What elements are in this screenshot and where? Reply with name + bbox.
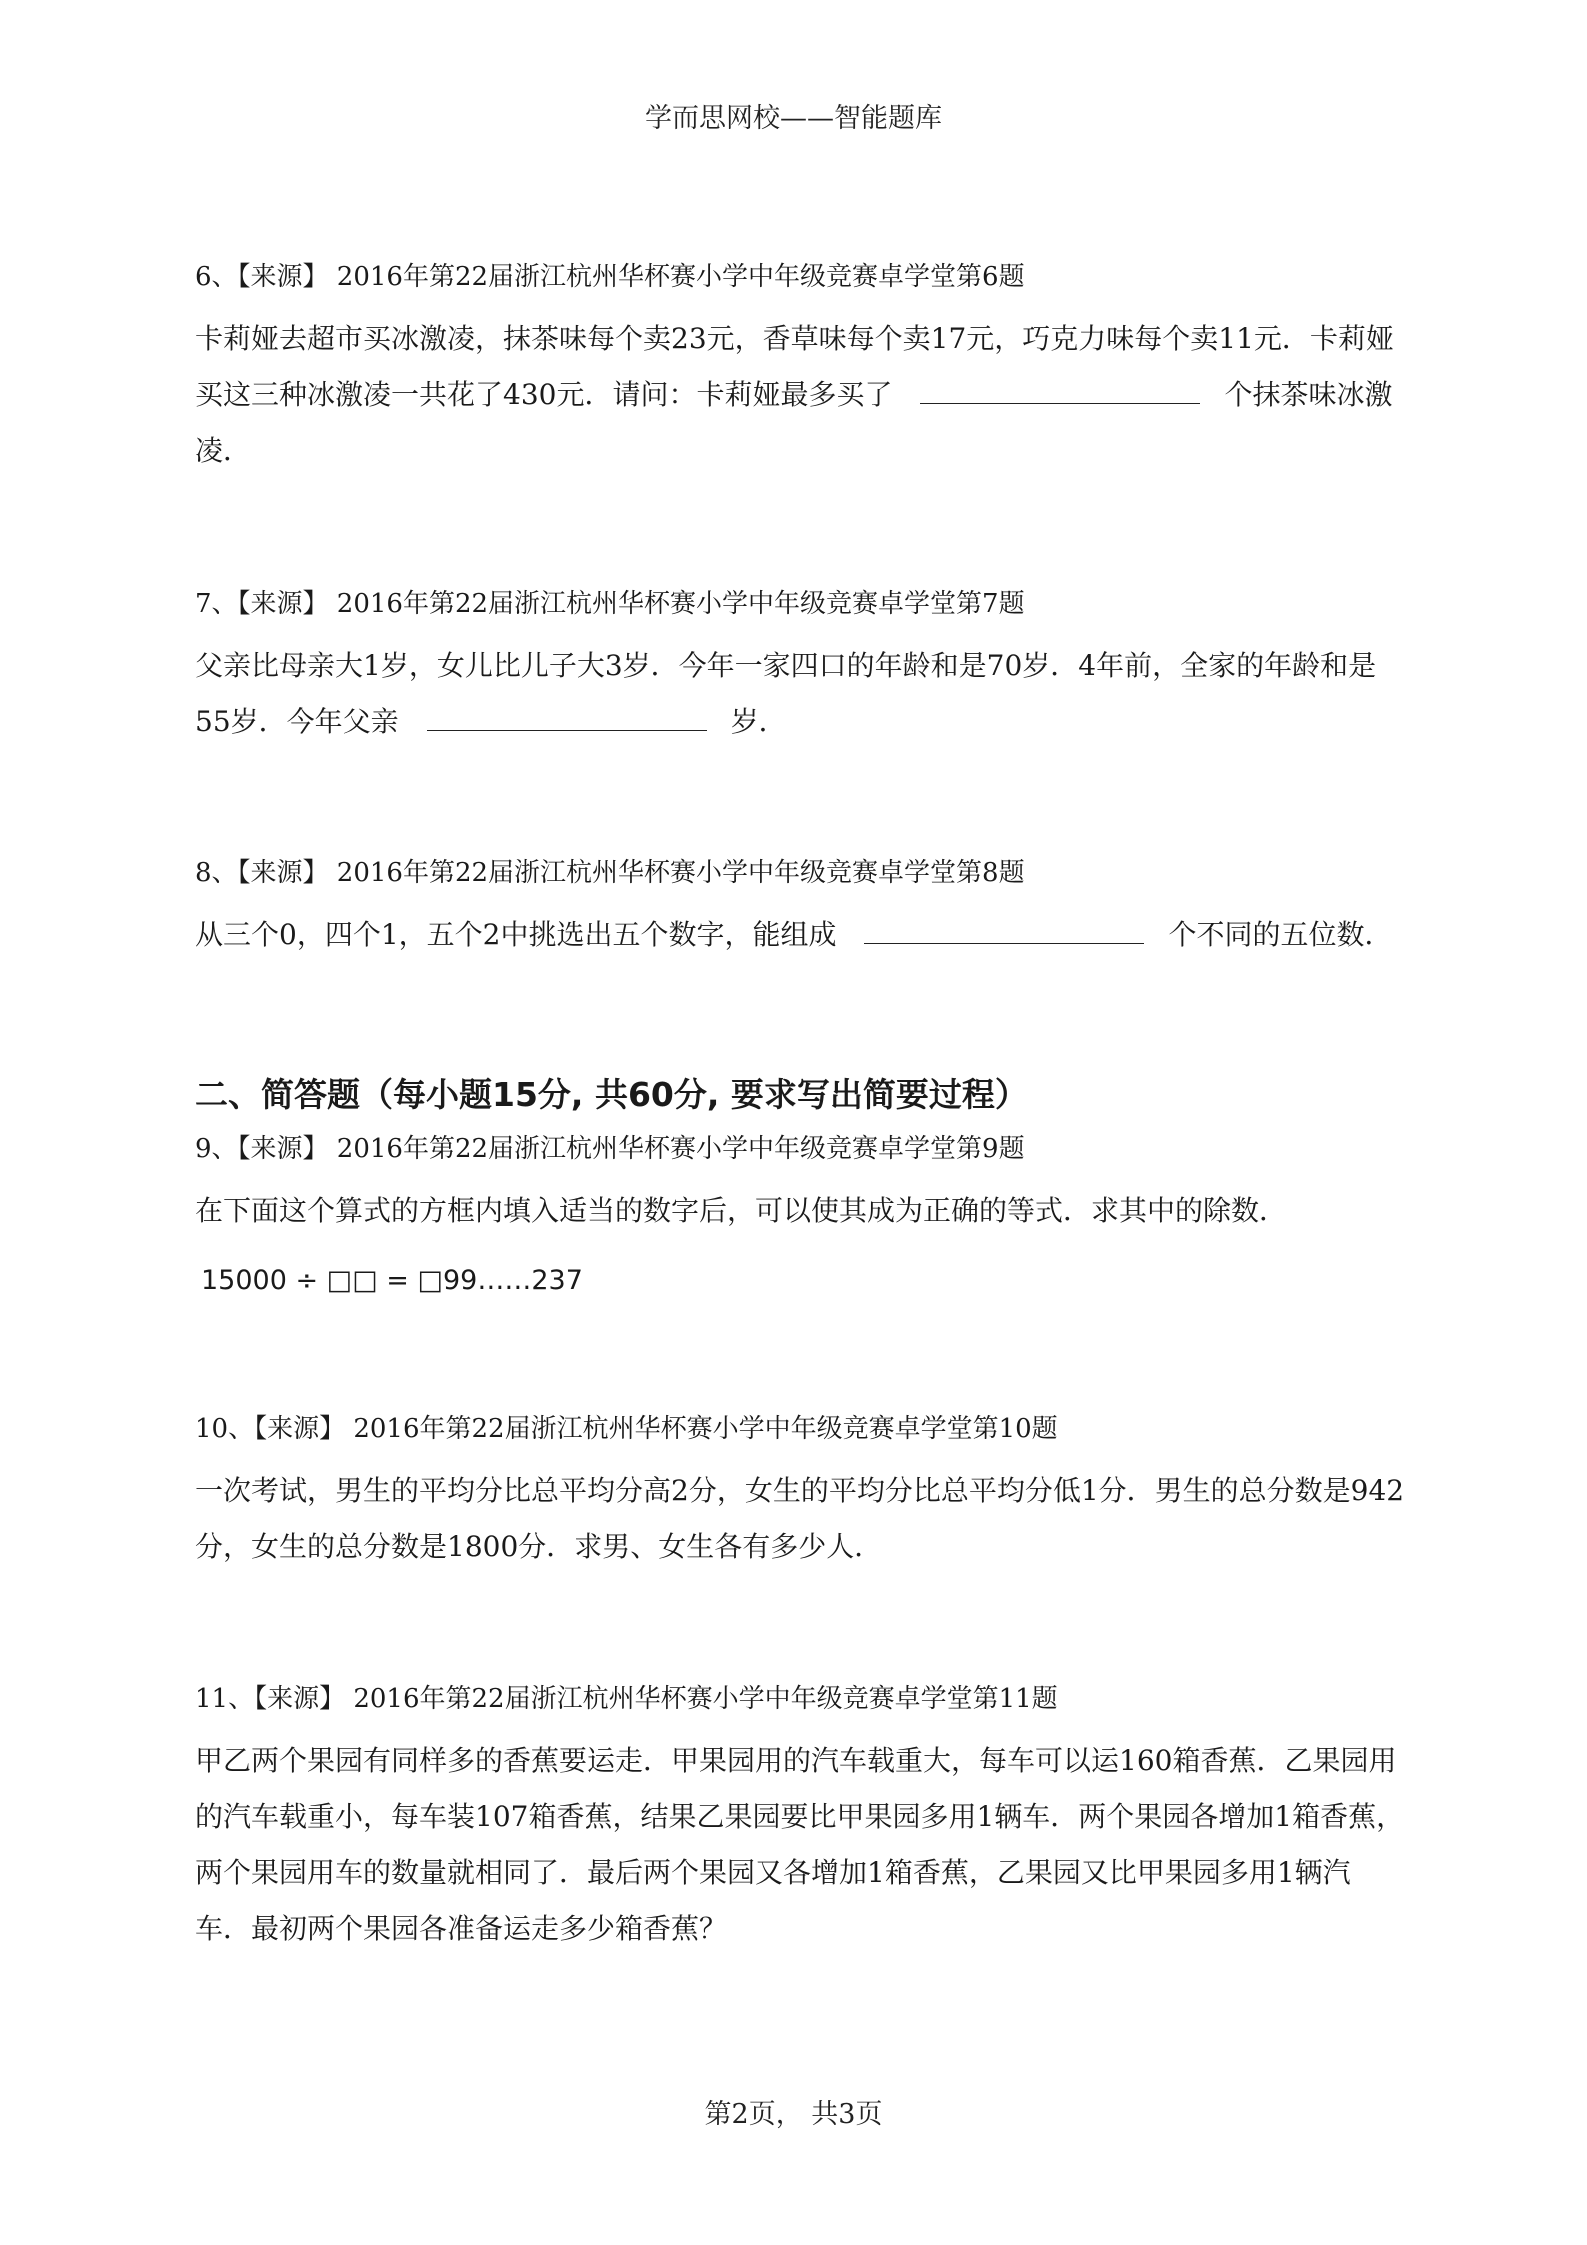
question-9	[195, 1127, 1405, 1305]
page-header: 学而思网校——智能题库	[645, 103, 942, 134]
question-source: 7、【来源】 2016年第22届浙江杭州华杯赛小学中年级竞赛卓学堂第7题	[195, 589, 1025, 619]
question-text: 卡莉娅去超市买冰激凌，抹茶味每个卖23元，香草味每个卖17元，巧克力味每个卖11元．卡莉娅买这三种冰激凌一共花了430元．请问：卡莉娅最多买了	[195, 322, 1394, 411]
question-body	[195, 638, 1405, 750]
question-6	[195, 255, 1405, 479]
question-text-end: 个抹茶味冰激凌．	[195, 378, 1393, 467]
page-number: 第2页， 共3页	[704, 2099, 883, 2130]
answer-blank[interactable]	[920, 375, 1200, 404]
question-text: 父亲比母亲大1岁，女儿比儿子大3岁．今年一家四口的年龄和是70岁．4年前，全家的年龄和是55岁．今年父亲	[195, 649, 1377, 738]
question-body: 甲乙两个果园有同样多的香蕉要运走．甲果园用的汽车载重大，每车可以运160箱香蕉．乙果园用的汽车载重小，每车装107箱香蕉，结果乙果园要比甲果园多用1辆车．两个果园各增加1箱香蕉，两个果园用车的数量就相同了．最后两个果园又各增加1箱香蕉，乙果园又比甲果园多用1辆汽车．最初两个果园各准备运走多少箱香蕉？	[195, 1744, 1405, 1945]
answer-blank[interactable]	[864, 915, 1144, 944]
section-title: 二、简答题（每小题15分, 共60分, 要求写出简要过程）	[195, 1075, 1028, 1114]
question-source: 8、【来源】 2016年第22届浙江杭州华杯赛小学中年级竞赛卓学堂第8题	[195, 858, 1025, 888]
document-content	[195, 255, 1405, 1957]
question-source: 11、【来源】 2016年第22届浙江杭州华杯赛小学中年级竞赛卓学堂第11题	[195, 1684, 1058, 1714]
answer-blank[interactable]	[427, 702, 707, 731]
question-11	[195, 1677, 1405, 1957]
question-source: 10、【来源】 2016年第22届浙江杭州华杯赛小学中年级竞赛卓学堂第10题	[195, 1414, 1058, 1444]
question-text-end: 个不同的五位数．	[1168, 918, 1393, 951]
question-source: 6、【来源】 2016年第22届浙江杭州华杯赛小学中年级竞赛卓学堂第6题	[195, 262, 1025, 292]
question-7	[195, 582, 1405, 750]
question-text-end: 岁．	[730, 705, 787, 738]
division-formula: 15000 ÷ □□ = □99……237	[201, 1265, 583, 1296]
question-10	[195, 1407, 1405, 1575]
question-source: 9、【来源】 2016年第22届浙江杭州华杯赛小学中年级竞赛卓学堂第9题	[195, 1134, 1025, 1164]
question-body: 在下面这个算式的方框内填入适当的数字后，可以使其成为正确的等式．求其中的除数．	[195, 1194, 1288, 1227]
question-body	[195, 311, 1405, 479]
question-text: 从三个0，四个1，五个2中挑选出五个数字，能组成	[195, 918, 837, 951]
question-body: 一次考试，男生的平均分比总平均分高2分，女生的平均分比总平均分低1分．男生的总分数是942分，女生的总分数是1800分．求男、女生各有多少人．	[195, 1474, 1405, 1563]
question-body	[195, 907, 1405, 963]
question-8	[195, 851, 1405, 963]
